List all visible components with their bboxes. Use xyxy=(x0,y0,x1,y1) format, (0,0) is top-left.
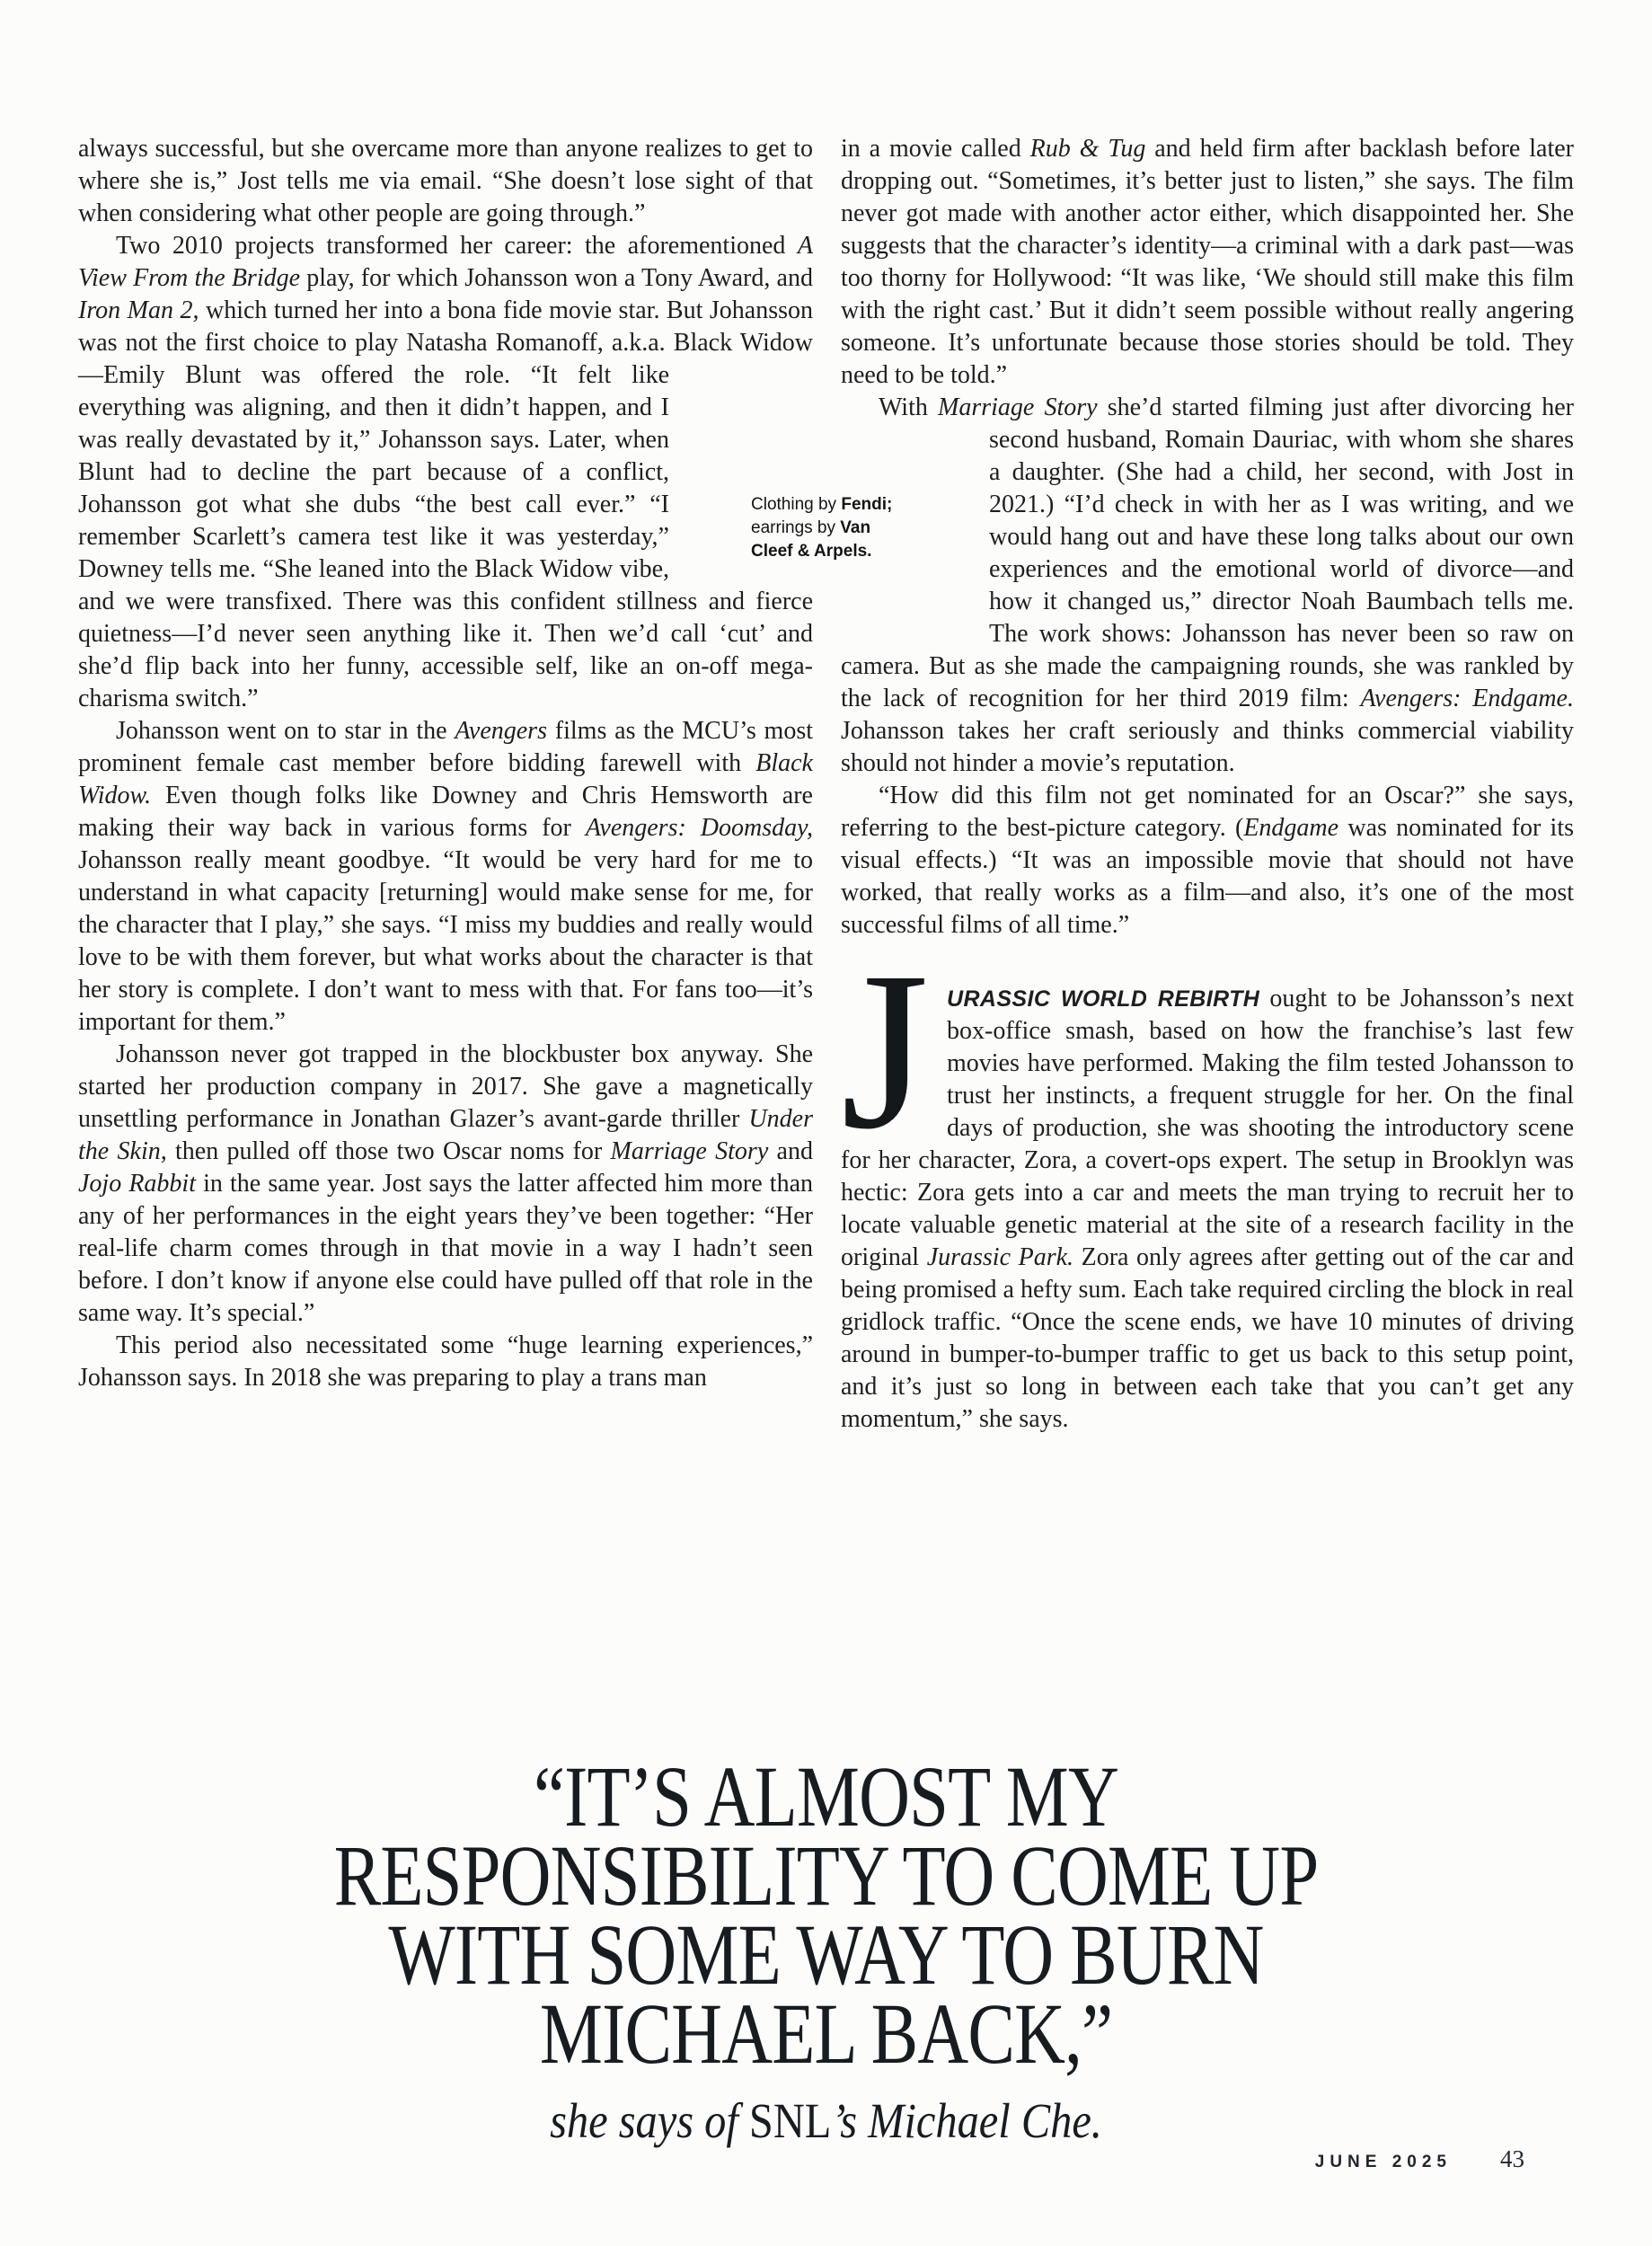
body-paragraph: “How did this film not get nominated for an Oscar?” she says, referring to the best-picture category. (Endgame was nominated for its visual effects.) “It was an impossible movie that should not have worked, that really works as a film—and also, it’s one of the most successful films of all time.” xyxy=(841,782,1575,939)
pull-quote-line: RESPONSIBILITY TO COME UP xyxy=(333,1827,1319,1923)
body-paragraph: This period also necessitated some “huge learning experiences,” Johansson says. In 2018 she was preparing to play a trans man xyxy=(78,1331,813,1392)
photo-credit-caption: Clothing by Fendi; earrings by Van Cleef & Arpels. xyxy=(751,495,893,561)
left-column xyxy=(78,133,813,1394)
drop-cap: J xyxy=(841,924,930,1176)
body-paragraph: With Marriage Story she’d started filming just after divorcing her second husband, Romain Dauriac, with whom she shares a daughter. (She had a child, her second, with Jost in 2021.) “I’d check in with her as I was writing, and we would hang out and have these long talks about our own experiences and the emotional world of divorce—and how it changed us,” director Noah Baumbach tells me. The work shows: Johansson has never been so raw on camera. But as she made the campaigning rounds, she was rankled by the lack of recognition for her third 2019 film: Avengers: Endgame. Johansson takes her craft seriously and thinks commercial viability should not hinder a movie’s reputation. xyxy=(841,393,1574,777)
pull-quote-line: WITH SOME WAY TO BURN xyxy=(388,1906,1264,2003)
body-paragraph: Johansson never got trapped in the blockbuster box anyway. She started her production company in 2017. She gave a magnetically unsettling performance in Jonathan Glazer’s avant-garde thriller Under the Skin, then pulled off those two Oscar noms for Marriage Story and Jojo Rabbit in the same year. Jost says the latter affected him more than any of her performances in the eight years they’ve been together: “Her real-life charm comes through in that movie in a way I hadn’t seen before. I don’t know if anyone else could have pulled off that role in the same way. It’s special.” xyxy=(78,1040,813,1327)
body-paragraph: always successful, but she overcame more than anyone realizes to get to where she is,” Jost tells me via email. “She doesn’t lose sight of that when considering what other people are going through.” xyxy=(78,135,813,227)
pull-quote-line: MICHAEL BACK,” xyxy=(539,1985,1113,2082)
body-paragraph-dropcap-section: JURASSIC WORLD REBIRTH ought to be Johansson’s next box-office smash, based on how the franchise’s last few movies have performed. Making the film tested Johansson to trust her instincts, a frequent struggle for her. On the final days of production, she was shooting the introductory scene for her character, Zora, a covert-ops expert. The setup in Brooklyn was hectic: Zora gets into a car and meets the man trying to recruit her to locate valuable genetic material at the site of a research facility in the original Jurassic Park. Zora only agrees after getting out of the car and being promised a hefty sum. Each take required circling the block in real gridlock traffic. “Once the scene ends, we have 10 minutes of driving around in bumper-to-bumper traffic to get us back to this setup point, and it’s just so long in between each take that you can’t get any momentum,” she says. xyxy=(841,924,1574,1433)
body-paragraph: Two 2010 projects transformed her career: the aforementioned A View From the Bridge play, for which Johansson won a Tony Award, and Iron Man 2, which turned her into a bona fide movie star. But Johansson was not the first choice to play Natasha Romanoff, a.k.a. Black Widow—Emily Blunt was offered the role. “It felt like everything was aligning, and then it didn’t happen, and I was really devastated by it,” Johansson says. Later, when Blunt had to decline the part because of a conflict, Johansson got what she dubs “the best call ever.” “I remember Scarlett’s camera test like it was yesterday,” Downey tells me. “She leaned into the Black Widow vibe, and we were transfixed. There was this confident stillness and fierce quietness—I’d never seen anything like it. Then we’d call ‘cut’ and she’d flip back into her funny, accessible self, like an on-off mega-charisma switch.” xyxy=(78,232,813,712)
pull-quote-line: “IT’S ALMOST MY xyxy=(533,1748,1119,1844)
right-column xyxy=(841,133,1574,1436)
body-paragraph: Johansson went on to star in the Avengers films as the MCU’s most prominent female cast member before bidding farewell with Black Widow. Even though folks like Downey and Chris Hemsworth are making their way back in various forms for Avengers: Doomsday, Johansson really meant goodbye. “It would be very hard for me to understand in what capacity [returning] would make sense for me, for the character that I play,” she says. “I miss my buddies and really would love to be with them forever, but what works about the character is that her story is complete. I don’t want to mess with that. For fans too—it’s important for them.” xyxy=(78,717,813,1036)
issue-date: JUNE 2025 xyxy=(1314,2153,1452,2171)
body-paragraph: in a movie called Rub & Tug and held firm after backlash before later dropping out. “Sometimes, it’s better just to listen,” she says. The film never got made with another actor either, which disappointed her. She suggests that the character’s identity—a criminal with a dark past—was too thorny for Hollywood: “It was like, ‘We should still make this film with the right cast.’ But it didn’t seem possible without really angering someone. It’s unfortunate because those stories should be told. They need to be told.” xyxy=(841,135,1574,389)
page-footer xyxy=(1315,2145,1524,2173)
pull-quote xyxy=(0,1748,1652,2149)
page-number: 43 xyxy=(1500,2145,1524,2172)
pull-quote-attribution: she says of SNL’s Michael Che. xyxy=(550,2093,1102,2148)
